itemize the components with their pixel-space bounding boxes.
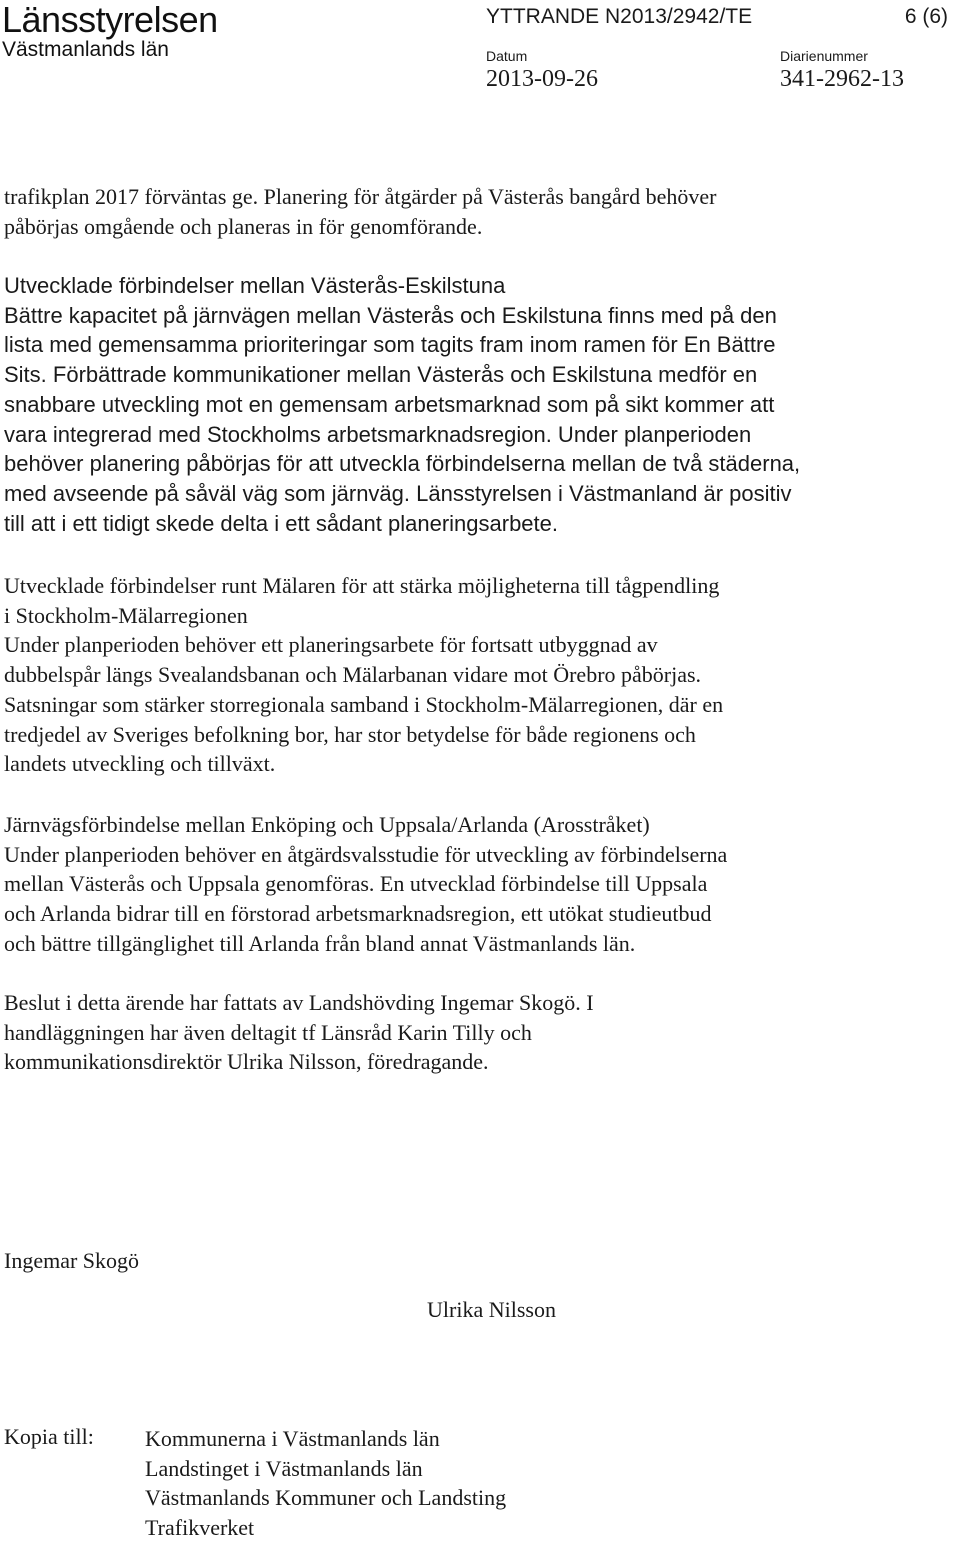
recipient-item: Kommunerna i Västmanlands län <box>145 1426 440 1451</box>
recipient-item: Västmanlands Kommuner och Landsting <box>145 1485 507 1511</box>
diary-value: 341-2962-13 <box>780 66 904 92</box>
text-line: med avseende på såväl väg som järnväg. Länsstyrelsen i Västmanland är positiv <box>4 480 792 506</box>
section-malaren <box>4 571 954 779</box>
page-number: 6 (6) <box>904 5 948 28</box>
text-line: vara integrerad med Stockholms arbetsmarknadsregion. Under planperioden <box>4 421 752 447</box>
text-line: mellan Västerås och Uppsala genomföras. En utvecklad förbindelse till Uppsala <box>4 871 708 897</box>
date-label: Datum <box>486 48 528 64</box>
copy-label: Kopia till: <box>4 1424 94 1449</box>
text-line: handläggningen har även deltagit tf Länsråd Karin Tilly och <box>4 1019 532 1045</box>
text-line: trafikplan 2017 förväntas ge. Planering för åtgärder på Västerås bangård behöver <box>4 184 717 209</box>
copy-recipients <box>145 1424 506 1543</box>
text-line: Satsningar som stärker storregionala samband i Stockholm-Mälarregionen, där en <box>4 691 724 717</box>
date-value: 2013-09-26 <box>486 66 598 92</box>
section-heading: Utvecklade förbindelser runt Mälaren för att stärka möjligheterna till tågpendling <box>4 573 720 598</box>
decision-paragraph <box>4 988 954 1077</box>
text-line: Bättre kapacitet på järnvägen mellan Västerås och Eskilstuna finns med på den <box>4 302 777 328</box>
agency-logo <box>2 2 218 60</box>
recipient-item: Landstinget i Västmanlands län <box>145 1455 423 1481</box>
text-line: dubbelspår längs Svealandsbanan och Mälarbanan vidare mot Örebro påbörjas. <box>4 662 702 688</box>
section-vasteras-eskilstuna <box>4 271 954 538</box>
signature-first: Ingemar Skogö <box>4 1248 140 1273</box>
text-line: och bättre tillgänglighet till Arlanda från bland annat Västmanlands län. <box>4 930 636 956</box>
recipient-item: Trafikverket <box>145 1515 255 1541</box>
text-line: Beslut i detta ärende har fattats av Landshövding Ingemar Skogö. I <box>4 990 594 1015</box>
text-line: Sits. Förbättrade kommunikationer mellan Västerås och Eskilstuna medför en <box>4 362 758 388</box>
text-line: och Arlanda bidrar till en förstorad arbetsmarknadsregion, ett utökat studieutbud <box>4 901 712 927</box>
section-heading: Utvecklade förbindelser mellan Västerås-Eskilstuna <box>4 273 506 298</box>
paragraph-intro <box>4 182 954 241</box>
text-line: lista med gemensamma prioriteringar som tagits fram inom ramen för En Bättre <box>4 332 776 358</box>
text-line: behöver planering påbörjas för att utveckla förbindelserna mellan de två städerna, <box>4 451 801 477</box>
text-line: Under planperioden behöver en åtgärdsvalsstudie för utveckling av förbindelserna <box>4 841 728 867</box>
text-line: till att i ett tidigt skede delta i ett sådant planeringsarbete. <box>4 510 558 536</box>
logo-name: Länsstyrelsen <box>2 0 218 40</box>
text-line: Under planperioden behöver ett planeringsarbete för fortsatt utbyggnad av <box>4 632 658 658</box>
logo-subtitle: Västmanlands län <box>2 38 169 61</box>
signature-second: Ulrika Nilsson <box>427 1297 556 1322</box>
text-line: kommunikationsdirektör Ulrika Nilsson, föredragande. <box>4 1049 489 1075</box>
text-line: landets utveckling och tillväxt. <box>4 751 276 777</box>
section-heading: i Stockholm-Mälarregionen <box>4 602 248 628</box>
section-heading: Järnvägsförbindelse mellan Enköping och Uppsala/Arlanda (Arosstråket) <box>4 812 650 837</box>
text-line: snabbare utveckling mot en gemensam arbetsmarknad som på sikt kommer att <box>4 391 775 417</box>
document-title: YTTRANDE N2013/2942/TE <box>486 5 753 28</box>
text-line: tredjedel av Sveriges befolkning bor, har stor betydelse för både regionens och <box>4 721 696 747</box>
section-arosstraket <box>4 810 954 959</box>
diary-label: Diarienummer <box>780 48 868 64</box>
text-line: påbörjas omgående och planeras in för genomförande. <box>4 213 483 239</box>
